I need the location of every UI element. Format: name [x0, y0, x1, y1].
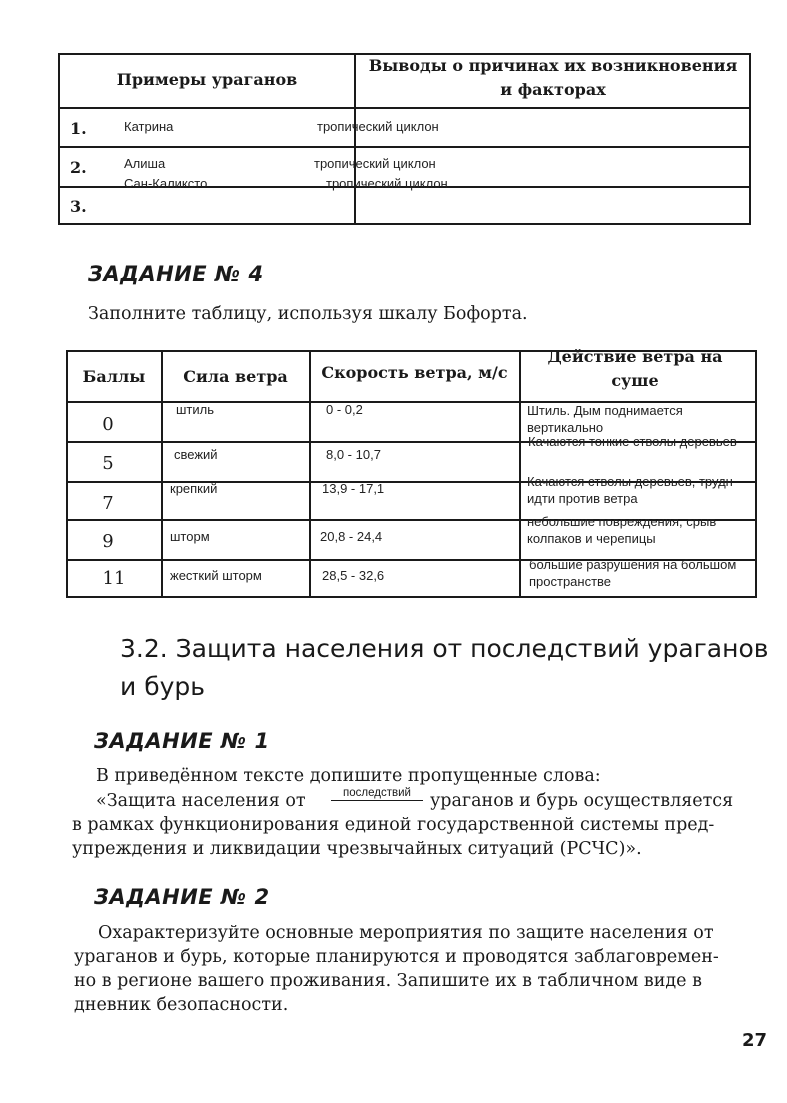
task4-instruction: Заполните таблицу, используя шкалу Бофорта.	[88, 304, 528, 324]
beaufort-effect	[529, 556, 736, 590]
hurricane-conclusion: тропический циклон	[317, 119, 439, 134]
section-title-line: и бурь	[120, 672, 206, 701]
beaufort-effect-line: вертикально	[527, 420, 604, 435]
hurricane-conclusion: тропический циклон	[326, 176, 448, 191]
beaufort-border-bottom	[66, 596, 757, 598]
beaufort-effect-line: пространстве	[529, 574, 612, 589]
task2-line: ураганов и бурь, которые планируются и проводятся заблаговремен-	[74, 947, 719, 967]
table1-row-number: 3.	[70, 197, 87, 216]
task1-line: в рамках функционирования единой государственной системы пред-	[72, 815, 715, 835]
section-title-line: 3.2. Защита населения от последствий ураганов	[120, 634, 769, 663]
beaufort-effect	[528, 433, 737, 450]
beaufort-points: 5	[102, 453, 114, 474]
task2-line: Охарактеризуйте основные мероприятия по защите населения от	[98, 923, 714, 943]
table1-row-number: 1.	[70, 119, 87, 138]
beaufort-points: 9	[102, 531, 114, 552]
task1-title: ЗАДАНИЕ № 1	[94, 729, 270, 753]
task2-line: дневник безопасности.	[74, 995, 289, 1015]
beaufort-effect-line: Качаются тонкие стволы деревьев	[528, 434, 737, 449]
task1-line: «Защита населения от	[96, 791, 306, 811]
beaufort-force: свежий	[174, 447, 218, 462]
beaufort-speed: 8,0 - 10,7	[326, 447, 381, 462]
table1-border-right	[749, 53, 751, 225]
beaufort-speed: 0 - 0,2	[326, 402, 363, 417]
beaufort-speed: 28,5 - 32,6	[322, 568, 385, 583]
beaufort-border-right	[755, 350, 757, 598]
beaufort-force: штиль	[176, 402, 215, 417]
table1-border-left	[58, 53, 60, 225]
hurricane-example: Алиша	[124, 156, 166, 171]
task2-line: но в регионе вашего проживания. Запишите их в табличном виде в	[74, 971, 702, 991]
hurricane-conclusion: тропический циклон	[314, 156, 436, 171]
task1-line: ураганов и бурь осуществляется	[430, 791, 734, 811]
beaufort-effect-line: большие разрушения на большом	[529, 557, 737, 572]
table1-border-bottom	[58, 223, 751, 225]
beaufort-effect-line: Качаются стволы деревьев, трудн	[527, 474, 733, 489]
beaufort-speed: 13,9 - 17,1	[322, 481, 385, 496]
task1-line: В приведённом тексте допишите пропущенные слова:	[96, 766, 601, 786]
beaufort-force: шторм	[170, 529, 210, 544]
hurricane-example: Катрина	[124, 119, 174, 134]
beaufort-header-speed: Скорость ветра, м/с	[321, 363, 508, 382]
beaufort-effect-line: Штиль. Дым поднимается	[527, 403, 683, 418]
task1-line: упреждения и ликвидации чрезвычайных ситуаций (РСЧС)».	[72, 839, 642, 859]
beaufort-points: 0	[102, 414, 114, 435]
beaufort-border-left	[66, 350, 68, 598]
beaufort-header-force: Сила ветра	[183, 367, 288, 386]
section-title	[120, 630, 769, 706]
beaufort-column-divider	[519, 350, 521, 598]
beaufort-column-divider	[309, 350, 311, 598]
beaufort-effect-line: небольшие повреждения, срыв	[527, 514, 717, 529]
task1-blank-answer[interactable]: последствий	[331, 786, 423, 801]
table1-row-divider	[58, 146, 751, 148]
page-number: 27	[742, 1030, 768, 1051]
beaufort-effect	[527, 513, 716, 547]
beaufort-header-points: Баллы	[82, 367, 146, 386]
task2-title: ЗАДАНИЕ № 2	[94, 885, 270, 909]
beaufort-column-divider	[161, 350, 163, 598]
beaufort-points: 11	[102, 568, 126, 589]
beaufort-force: жесткий шторм	[170, 568, 262, 583]
beaufort-effect	[527, 473, 733, 507]
task4-title: ЗАДАНИЕ № 4	[88, 262, 264, 286]
table1-header-divider	[58, 107, 751, 109]
beaufort-effect-line: колпаков и черепицы	[527, 531, 656, 546]
beaufort-points: 7	[102, 493, 114, 514]
beaufort-speed: 20,8 - 24,4	[320, 529, 383, 544]
table1-header-conclusions: Выводы о причинах их возникновения и факторах	[368, 56, 738, 99]
beaufort-header-effect: Действие ветра на суше	[547, 347, 723, 390]
table1-row-number: 2.	[70, 158, 87, 177]
beaufort-force: крепкий	[170, 481, 218, 496]
hurricane-example: Сан-Каликсто	[124, 176, 208, 191]
table1-column-divider	[354, 53, 356, 225]
table1-header-examples: Примеры ураганов	[116, 70, 298, 89]
beaufort-effect	[527, 402, 683, 436]
beaufort-effect-line: идти против ветра	[527, 491, 638, 506]
